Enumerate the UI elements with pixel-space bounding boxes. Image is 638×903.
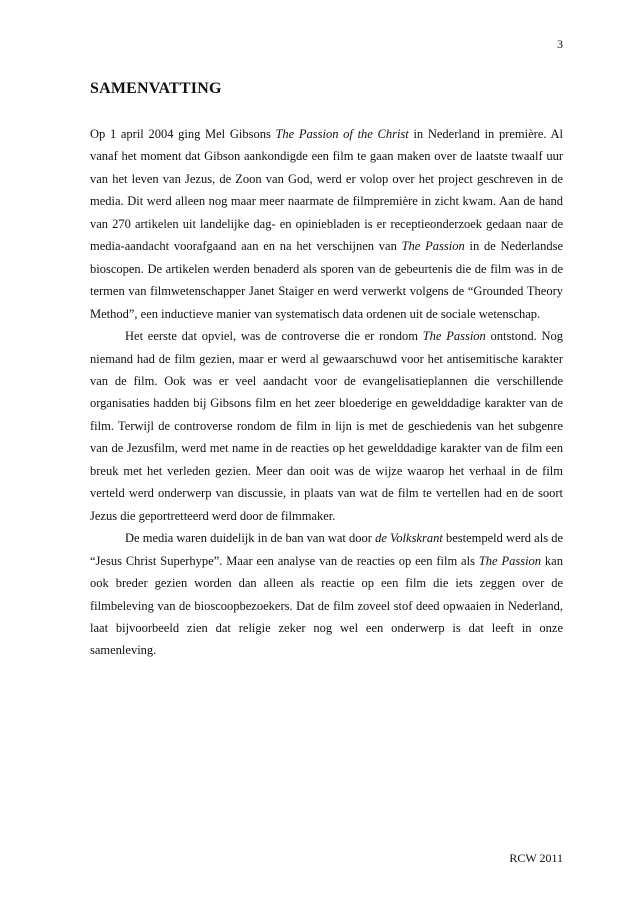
- text-segment: De media waren duidelijk in de ban van wat door: [125, 531, 376, 546]
- footer-label: RCW 2011: [509, 851, 563, 865]
- summary-body: [90, 123, 563, 662]
- paragraph-1: [90, 123, 563, 325]
- text-segment: kan ook breder gezien worden dan alleen als reactie op een film die iets zeggen over de filmbeleving van de bioscoopbezoekers. Dat de film zoveel stof deed opwaaien in Nederland, laat bijvoorbeeld zien dat religie zeker nog wel een onderwerp is dat leeft in onze samenleving.: [90, 553, 563, 658]
- page-number: 3: [557, 37, 563, 51]
- text-segment: Het eerste dat opviel, was de controverse die er rondom: [125, 329, 423, 344]
- paragraph-2: [90, 325, 563, 527]
- paragraph-3: [90, 527, 563, 662]
- film-title-italic: The Passion: [401, 239, 465, 254]
- film-title-italic: The Passion: [478, 553, 542, 568]
- text-segment: bestempeld werd als de “Jesus Christ Superhype”. Maar een analyse van de reacties op een film als: [90, 531, 563, 568]
- film-title-italic: The Passion: [422, 329, 486, 344]
- text-segment: Op 1 april 2004 ging Mel Gibsons: [90, 127, 276, 141]
- text-segment: in Nederland in première. Al vanaf het moment dat Gibson aankondigde een film te gaan maken over de laatste twaalf uur van het leven van Jezus, de Zoon van God, werd er volop over het project geschreven in de media. Dit werd alleen nog maar meer naarmate de filmpremière in zicht kwam. Aan de hand van 270 artikelen uit landelijke dag- en opiniebladen is er receptieonderzoek gedaan naar de media-aandacht voorafgaand aan en na het verschijnen van: [90, 127, 563, 254]
- text-segment: in de Nederlandse bioscopen. De artikelen werden benaderd als sporen van de gebeurtenis die de film was in de termen van filmwetenschapper Janet Staiger en werd verwerkt volgens de “Grounded Theory Method”, een inductieve manier van systematisch data ordenen uit de sociale wetenschap.: [90, 239, 563, 321]
- film-title-italic: The Passion of the Christ: [275, 127, 409, 141]
- text-segment: ontstond. Nog niemand had de film gezien, maar er werd al gewaarschuwd voor het antisemitische karakter van de film. Ook was er veel aandacht voor de evangelisatieplannen die verschillende organisaties hadden bij Gibsons film en het zeer bloederige en gewelddadige karakter van de film. Terwijl de controverse rondom de film in lijn is met de geschiedenis van het subgenre van de Jezusfilm, werd met name in de reacties op het gewelddadige karakter van de film een breuk met het verleden gezien. Meer dan ooit was de wijze waarop het verhaal in de film verteld werd onderwerp van discussie, in plaats van wat de film te vertellen had en de soort Jezus die geportretteerd werd door de filmmaker.: [90, 329, 563, 523]
- newspaper-name-italic: de Volkskrant: [375, 531, 443, 546]
- section-title: SAMENVATTING: [90, 80, 222, 97]
